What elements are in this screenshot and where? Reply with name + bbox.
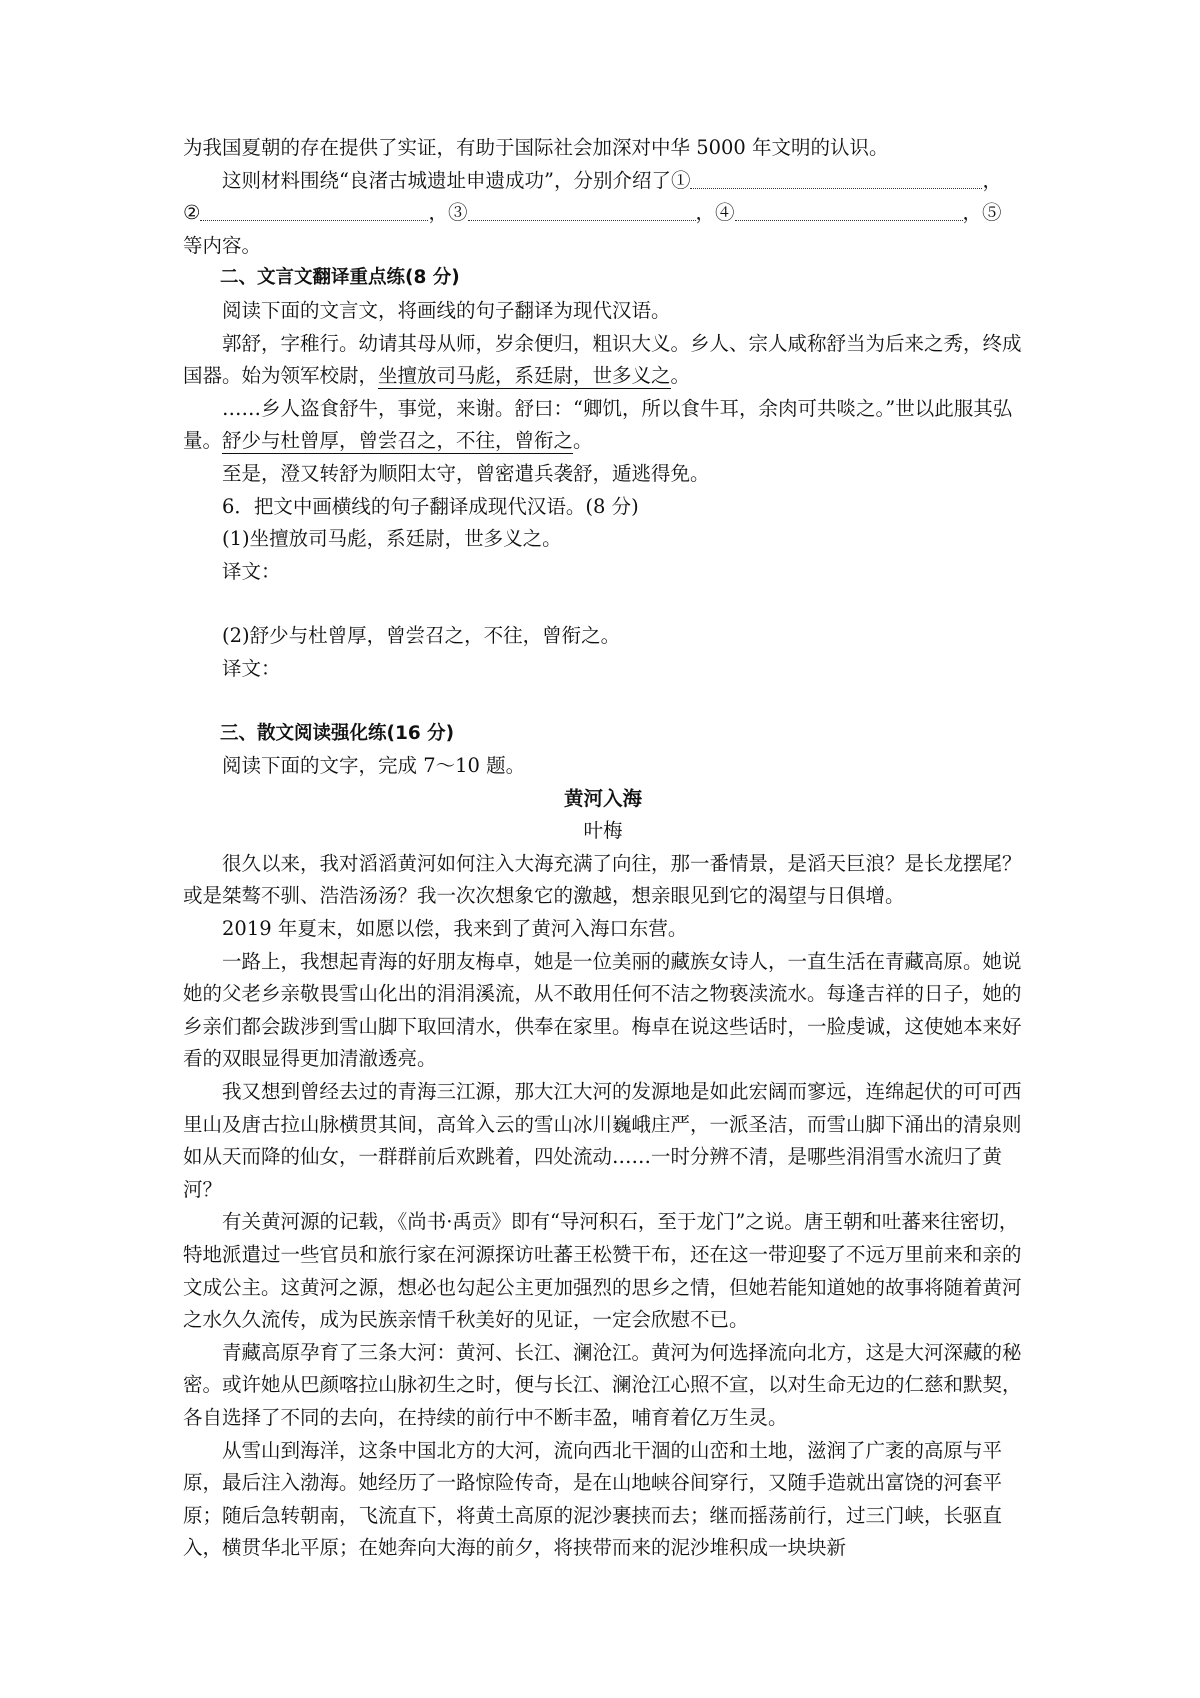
answer-space-1[interactable]: [183, 588, 1023, 620]
essay-author: 叶梅: [583, 819, 623, 843]
essay-paragraph-6: 青藏高原孕育了三条大河：黄河、长江、澜沧江。黄河为何选择流向北方，这是大河深藏的秘密。或许她从巴颜喀拉山脉初生之时，便与长江、澜沧江心照不宣，以对生命无边的仁慈和默契，各自选择了不同的去向，在持续的前行中不断丰盈，哺育着亿万生灵。: [183, 1340, 1022, 1429]
answer-blank-4[interactable]: [735, 201, 963, 222]
question-5-tail: 等内容。: [183, 233, 262, 257]
answer-blank-1[interactable]: [690, 168, 982, 189]
classical-paragraph-3: 至是，澄又转舒为顺阳太守，曾密遣兵袭舒，遁逃得免。: [222, 461, 710, 485]
underlined-sentence-1: 坐擅放司马彪，系廷尉，世多义之: [378, 364, 671, 388]
essay-paragraph-7: 从雪山到海洋，这条中国北方的大河，流向西北干涸的山峦和土地，滋润了广袤的高原与平原，最后注入渤海。她经历了一路惊险传奇，是在山地峡谷间穿行，又随手造就出富饶的河套平原；随后急转朝南，飞流直下，将黄土高原的泥沙裹挟而去；继而摇荡前行，过三门峡，长驱直入，横贯华北平原；在她奔向大海的前夕，将挟带而来的泥沙堆积成一块块新: [183, 1438, 1003, 1560]
essay-title: 黄河入海: [563, 786, 642, 810]
essay-paragraph-2: 2019 年夏末，如愿以偿，我来到了黄河入海口东营。: [222, 917, 688, 941]
underlined-sentence-2: 舒少与杜曾厚，曾尝召之，不往，曾衔之: [222, 429, 574, 453]
section-2-heading: 二、文言文翻译重点练(8 分): [220, 267, 460, 289]
question-6-1: (1)坐擅放司马彪，系廷尉，世多义之。: [222, 527, 562, 551]
classical-text: ……乡人盗食舒牛，事觉，来谢。舒曰：“卿饥，所以食牛耳，余肉可共啖之。”世以此服其弘量。: [183, 396, 1013, 453]
section-3-heading: 三、散文阅读强化练(16 分): [220, 722, 455, 744]
classical-text: 郭舒，字稚行。幼请其母从师，岁余便归，粗识大义。乡人、宗人咸称舒当为后来之秀，终成国器。始为领军校尉，: [183, 331, 1022, 388]
translation-label-1: 译文：: [222, 559, 281, 583]
comma: ，: [982, 168, 1002, 192]
marker-3: ，③: [428, 201, 468, 225]
question-5-blanks: [183, 197, 1023, 230]
question-6-2: (2)舒少与杜曾厚，曾尝召之，不往，曾衔之。: [222, 624, 621, 648]
question-6: 6．把文中画横线的句子翻译成现代汉语。(8 分): [222, 494, 639, 518]
essay-paragraph-4: 我又想到曾经去过的青海三江源，那大江大河的发源地是如此宏阔而寥远，连绵起伏的可可西里山及唐古拉山脉横贯其间，高耸入云的雪山冰川巍峨庄严，一派圣洁，而雪山脚下涌出的清泉则如从天而降的仙女，一群群前后欢跳着，四处流动……一时分辨不清，是哪些涓涓雪水流归了黄河？: [183, 1080, 1022, 1201]
document-page: [183, 132, 1023, 1565]
answer-blank-2[interactable]: [200, 201, 428, 222]
punct: 。: [670, 364, 691, 388]
classical-paragraph-1: [183, 328, 1023, 393]
classical-paragraph-2: [183, 393, 1023, 458]
question-5-intro: 这则材料围绕“良渚古城遗址申遗成功”，分别介绍了①: [222, 168, 691, 192]
translation-label-2: 译文：: [222, 656, 281, 680]
question-5-prompt: [183, 165, 1023, 198]
answer-space-2[interactable]: [183, 686, 1023, 718]
essay-paragraph-3: 一路上，我想起青海的好朋友梅卓，她是一位美丽的藏族女诗人，一直生活在青藏高原。她说她的父老乡亲敬畏雪山化出的涓涓溪流，从不敢用任何不洁之物亵渎流水。每逢吉祥的日子，她的乡亲们都会跋涉到雪山脚下取回清水，供奉在家里。梅卓在说这些话时，一脸虔诚，这使她本来好看的双眼显得更加清澈透亮。: [183, 949, 1022, 1071]
prev-text-line: 为我国夏朝的存在提供了实证，有助于国际社会加深对中华 5000 年文明的认识。: [183, 136, 889, 159]
punct: 。: [573, 429, 593, 453]
section-2-instruction: 阅读下面的文言文，将画线的句子翻译为现代汉语。: [222, 298, 671, 322]
answer-blank-3[interactable]: [468, 201, 696, 222]
marker-2: ②: [183, 201, 201, 225]
marker-5: ，⑤: [962, 201, 1002, 225]
section-3-instruction: 阅读下面的文字，完成 7～10 题。: [222, 754, 526, 778]
essay-paragraph-1: 很久以来，我对滔滔黄河如何注入大海充满了向往，那一番情景，是滔天巨浪？是长龙摆尾？或是桀骜不驯、浩浩汤汤？我一次次想象它的激越，想亲眼见到它的渴望与日俱增。: [183, 851, 1022, 908]
marker-4: ，④: [695, 201, 735, 225]
essay-paragraph-5: 有关黄河源的记载，《尚书·禹贡》即有“导河积石，至于龙门”之说。唐王朝和吐蕃来往密切，特地派遣过一些官员和旅行家在河源探访吐蕃王松赞干布，还在这一带迎娶了不远万里前来和亲的文成公主。这黄河之源，想必也勾起公主更加强烈的思乡之情，但她若能知道她的故事将随着黄河之水久久流传，成为民族亲情千秋美好的见证，一定会欣慰不已。: [183, 1210, 1022, 1332]
